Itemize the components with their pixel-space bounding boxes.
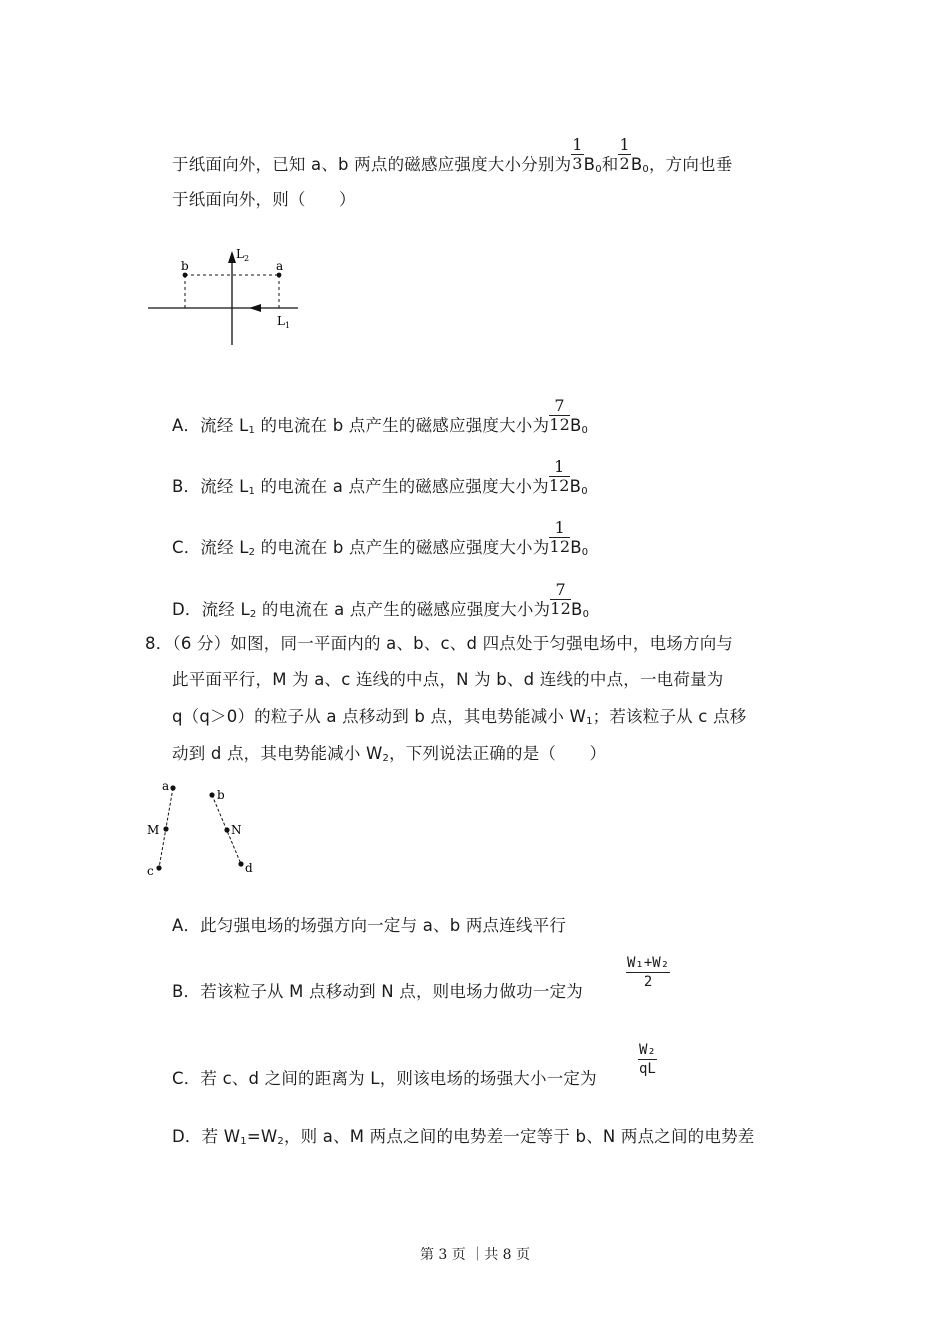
q7-wires-diagram [145,225,305,350]
q8-option-b: B．若该粒子从 M 点移动到 N 点，则电场力做功一定为 [172,982,583,1001]
fraction-7-12: $\frac{7}{12}$ [549,396,570,434]
point-c [156,865,161,870]
q8-option-a: A．此匀强电场的场强方向一定与 a、b 两点连线平行 [172,916,567,935]
svg-text:b: b [217,788,225,802]
svg-text:2: 2 [244,254,250,263]
svg-text:M: M [147,823,160,837]
q7-option-c: C．流经 $L_2$ 的电流在 b 点产生的磁感应强度大小为 $\frac{1}{12}$ $B_0$ [172,518,589,558]
q7-line-1: 于纸面向外，已知 a、b 两点的磁感应强度大小分别为 $\frac{1}{3}$ $B_0$和 $\frac{1}{2}$ $B_0$，方向也垂 [172,135,733,175]
q8-line-2: 此平面平行，M 为 a、c 连线的中点，N 为 b、d 连线的中点，一电荷量为 [172,670,724,689]
fraction-w2-over-ql: $\frac{\text{W₂}}{qL}$ [639,1042,656,1077]
fraction-1-12: $\frac{1}{12}$ [548,457,570,495]
svg-text:a: a [276,259,284,273]
svg-text:L: L [277,314,285,328]
fraction-7-12: $\frac{7}{12}$ [550,580,572,618]
q8-option-d: D．若 $W_1=W_2$，则 a、M 两点之间的电势差一定等于 b、N 两点之间的电势差 [172,1127,755,1147]
point-a [170,785,175,790]
fraction-1-12: $\frac{1}{12}$ [549,518,571,556]
svg-text:c: c [147,864,154,878]
l2-arrow-icon [228,251,236,263]
q8-option-c: C．若 c、d 之间的距离为 L，则该电场的场强大小一定为 [172,1069,597,1088]
l1-arrow-icon [249,304,261,312]
q8-line-4: 动到 d 点，其电势能减小 $W_2$，下列说法正确的是（ ） [172,744,607,764]
point-b [209,792,214,797]
page-footer: 第 3 页 ｜共 8 页 [419,1247,531,1263]
svg-text:a: a [162,779,170,793]
point-a [277,273,282,278]
q8-line-3: q（q＞0）的粒子从 a 点移动到 b 点，其电势能减小 $W_1$；若该粒子从 c 点移 [172,707,747,727]
fraction-one-half: $\frac{1}{2}$ [619,135,630,173]
svg-text:L: L [236,247,244,261]
q8-points-diagram [143,778,268,880]
svg-text:b: b [181,259,189,273]
point-m [163,826,168,831]
svg-text:d: d [245,861,253,875]
q7-option-b: B．流经 $L_1$ 的电流在 a 点产生的磁感应强度大小为 $\frac{1}{12}$ $B_0$ [172,457,588,497]
svg-text:1: 1 [285,321,291,330]
point-d [238,861,243,866]
fraction-w1-plus-w2-over-2: $\frac{\text{W₁+W₂}}{2}$ [627,955,670,990]
q7-option-a: A．流经 $L_1$ 的电流在 b 点产生的磁感应强度大小为 $\frac{7}{12}$ $B_0$ [172,396,589,436]
svg-text:N: N [231,823,242,837]
q8-line-1: 8．（6 分）如图，同一平面内的 a、b、c、d 四点处于匀强电场中，电场方向与 [145,634,734,653]
fraction-one-third: $\frac{1}{3}$ [572,135,583,173]
q7-option-d: D．流经 $L_2$ 的电流在 a 点产生的磁感应强度大小为 $\frac{7}{12}$ $B_0$ [172,580,590,620]
point-n [224,827,229,832]
q7-line-2: 于纸面向外，则（ ） [172,190,356,209]
point-b [183,273,188,278]
